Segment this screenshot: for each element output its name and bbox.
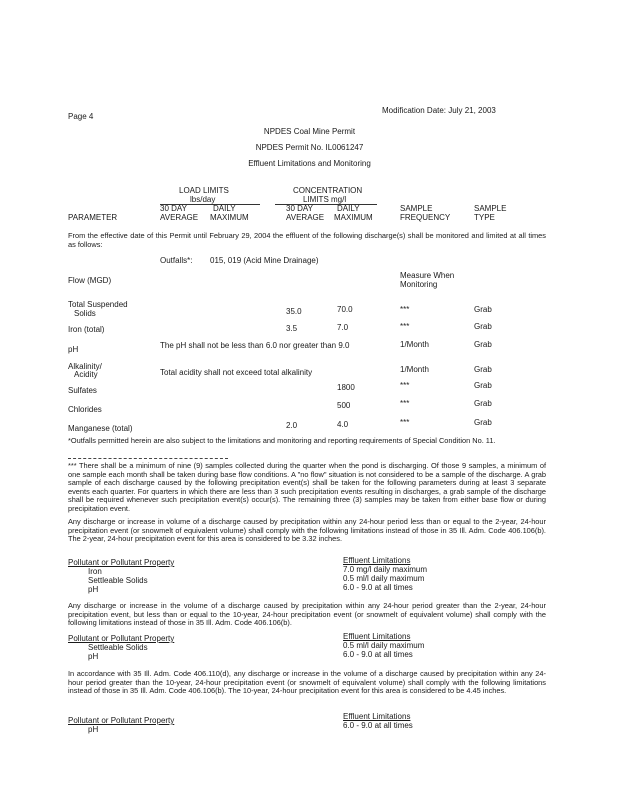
row-ph-type: Grab <box>474 340 492 349</box>
block2-left-heading: Pollutant or Pollutant Property <box>68 634 175 643</box>
section-title: Effluent Limitations and Monitoring <box>248 159 371 168</box>
row-alkalinity-freq: 1/Month <box>400 365 429 374</box>
row-sulfates-freq: *** <box>400 381 410 390</box>
block2-item-name: Settleable Solids <box>88 643 148 652</box>
intro-paragraph: From the effective date of this Permit until February 29, 2004 the effluent of the following discharge(s) shall be monitored and limited at all times as follows: <box>68 231 546 249</box>
concentration-heading: CONCENTRATION <box>293 186 363 195</box>
col-conc-30day-avg: AVERAGE <box>286 213 325 222</box>
two-year-paragraph: Any discharge or increase in volume of a discharge caused by precipitation within any 24-hour period less than or equal to the 2-year, 24-hour precipitation event (or snowmelt of equivalent volume) shall comply with the following limitations instead of those in 35 Ill. Adm. Code 406.106(b). The 2-year, 24-hour precipitation event for this area is considered to be 3.32 inches. <box>68 517 546 544</box>
row-alkalinity-param-2: Acidity <box>74 370 98 379</box>
block1-item-limit: 6.0 - 9.0 at all times <box>343 583 413 592</box>
row-chlorides-param: Chlorides <box>68 405 102 414</box>
row-flow-freq-2: Monitoring <box>400 280 438 289</box>
col-conc-30day: 30 DAY <box>286 204 313 213</box>
row-iron-max: 7.0 <box>337 323 349 332</box>
row-tss-param-2: Solids <box>74 309 96 318</box>
block1-item-name: pH <box>88 585 99 594</box>
col-conc-daily: DAILY <box>337 204 360 213</box>
row-tss-freq: *** <box>400 305 410 314</box>
block1-item-name: Settleable Solids <box>88 576 148 585</box>
outfalls-label: Outfalls*: <box>160 256 193 265</box>
samples-paragraph: *** There shall be a minimum of nine (9) samples collected during the quarter when the pond is discharging. Of those 9 samples, a minimum of one sample each month shall be taken during base flow conditions. A "no flow" situation is not considered to be a sample of the discharge. A grab sample of each discharge caused by the following precipitation event(s) shall be taken for the following parameters during at least 3 separate events each quarter. For quarters in which there are less than 3 such precipitation events resulting in discharges, a grab sample of the discharge shall be required whenever such precipitation event(s) occur(s). The remaining three (3) samples may be taken from either base flow or during precipitation event. <box>68 461 546 513</box>
row-tss-avg: 35.0 <box>286 307 302 316</box>
row-iron-freq: *** <box>400 322 410 331</box>
footnote-separator <box>68 458 228 459</box>
row-tss-type: Grab <box>474 305 492 314</box>
col-load-daily-max: MAXIMUM <box>210 213 249 222</box>
row-flow-freq: Measure When <box>400 271 455 280</box>
page-number: Page 4 <box>68 112 94 121</box>
row-manganese-avg: 2.0 <box>286 421 298 430</box>
block2-right-heading: Effluent Limitations <box>343 632 411 641</box>
row-sulfates-type: Grab <box>474 381 492 390</box>
block3-item-name: pH <box>88 725 99 734</box>
col-sample-type-2: TYPE <box>474 213 495 222</box>
row-iron-param: Iron (total) <box>68 325 105 334</box>
load-limits-units: lbs/day <box>190 195 216 204</box>
block3-left-heading: Pollutant or Pollutant Property <box>68 716 175 725</box>
block2-item-limit: 6.0 - 9.0 at all times <box>343 650 413 659</box>
block1-item-limit: 7.0 mg/l daily maximum <box>343 565 428 574</box>
col-sample-frequency-2: FREQUENCY <box>400 213 451 222</box>
row-manganese-param: Manganese (total) <box>68 424 133 433</box>
col-sample-frequency: SAMPLE <box>400 204 433 213</box>
row-manganese-type: Grab <box>474 418 492 427</box>
permit-number: NPDES Permit No. IL0061247 <box>255 143 364 152</box>
block2-item-name: pH <box>88 652 99 661</box>
col-load-daily: DAILY <box>213 204 236 213</box>
block1-right-heading: Effluent Limitations <box>343 556 411 565</box>
outfalls-footnote: *Outfalls permitted herein are also subject to the limitations and monitoring and reporting requirements of Special Condition No. 11. <box>68 436 496 445</box>
row-flow-param: Flow (MGD) <box>68 276 112 285</box>
block1-item-limit: 0.5 ml/l daily maximum <box>343 574 425 583</box>
block1-item-name: Iron <box>88 567 102 576</box>
row-chlorides-freq: *** <box>400 399 410 408</box>
row-iron-type: Grab <box>474 322 492 331</box>
row-alkalinity-note: Total acidity shall not exceed total alkalinity <box>160 368 313 377</box>
row-iron-avg: 3.5 <box>286 324 298 333</box>
row-manganese-max: 4.0 <box>337 420 349 429</box>
row-sulfates-param: Sulfates <box>68 386 97 395</box>
block1-left-heading: Pollutant or Pollutant Property <box>68 558 175 567</box>
block3-item-limit: 6.0 - 9.0 at all times <box>343 721 413 730</box>
row-sulfates-max: 1800 <box>337 383 355 392</box>
concentration-units: LIMITS mg/l <box>303 195 347 204</box>
col-load-30day: 30 DAY <box>160 204 187 213</box>
row-tss-max: 70.0 <box>337 305 353 314</box>
modification-date: Modification Date: July 21, 2003 <box>382 106 496 115</box>
col-conc-daily-max: MAXIMUM <box>334 213 373 222</box>
row-ph-note: The pH shall not be less than 6.0 nor greater than 9.0 <box>160 341 350 350</box>
col-parameter: PARAMETER <box>68 213 118 222</box>
row-ph-param: pH <box>68 345 79 354</box>
section-110-paragraph: In accordance with 35 Ill. Adm. Code 406.110(d), any discharge or increase in the volume of a discharge caused by precipitation within any 24-hour period greater than the 10-year, 24-hour precipitation event (or snowmelt of equivalent volume) shall comply with the following limitations instead of those in 35 Ill. Adm. Code 406.106(b). The 10-year, 24-hour precipitation event for this area is considered to be 4.45 inches. <box>68 669 546 696</box>
col-load-30day-avg: AVERAGE <box>160 213 199 222</box>
document-title: NPDES Coal Mine Permit <box>263 127 356 136</box>
ten-year-paragraph: Any discharge or increase in the volume of a discharge caused by precipitation within any 24-hour period greater than the 2-year, 24-hour precipitation event, but less than or equal to the 10-year, 24-hour precipitation event (or snowmelt of equivalent volume) shall comply with the following limitations instead of those in 35 Ill. Adm. Code 406.106(b). <box>68 601 546 628</box>
row-manganese-freq: *** <box>400 418 410 427</box>
col-sample-type: SAMPLE <box>474 204 507 213</box>
load-limits-heading: LOAD LIMITS <box>179 186 229 195</box>
row-ph-freq: 1/Month <box>400 340 429 349</box>
block2-item-limit: 0.5 ml/l daily maximum <box>343 641 425 650</box>
row-tss-param: Total Suspended <box>68 300 128 309</box>
row-chlorides-type: Grab <box>474 399 492 408</box>
row-alkalinity-param: Alkalinity/ <box>68 362 102 371</box>
outfalls-value: 015, 019 (Acid Mine Drainage) <box>210 256 319 265</box>
block3-right-heading: Effluent Limitations <box>343 712 411 721</box>
row-alkalinity-type: Grab <box>474 365 492 374</box>
row-chlorides-max: 500 <box>337 401 351 410</box>
